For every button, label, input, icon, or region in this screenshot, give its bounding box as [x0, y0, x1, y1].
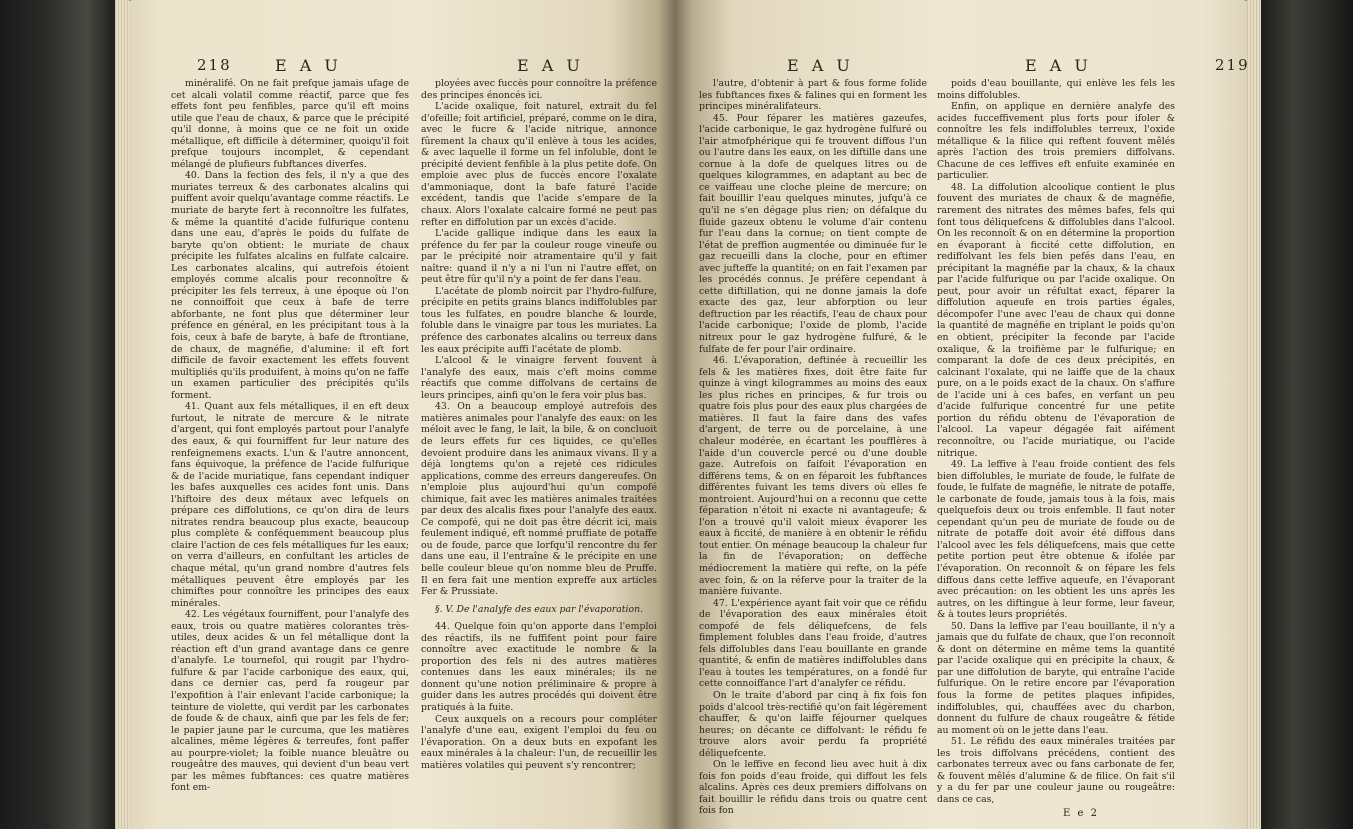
page-number: 218	[197, 56, 232, 74]
paragraph: 42. Les végétaux fourniffent, pour l'analyfe des eaux, trois ou quatre matières colorantes très-utiles, deux acides & un fel métallique dont la réaction eft d'un grand avantage dans ce genre d'analyfe. Le tournefol, qui rougit par l'hydro-fulfure & par l'acide carbonique des eaux, qui, dans ce dernier cas, perd fa rougeur par l'expofition à l'air enlevant l'acide carbonique; la teinture de violette, qui verdit par les carbonates de foude & de chaux, ainfi que par les fels de fer; le papier jaune par le curcuma, que les matières alcalines, même légères & terreufes, font paffer au pourpre-violet; la foible nuance bleuâtre ou rougeâtre des mauves, qui devient d'un beau vert par les mêmes fubftances: ces quatre matières font em-	[171, 609, 409, 794]
paragraph: 48. La diffolution alcoolique contient le plus fouvent des muriates de chaux & de magnéfie, rarement des nitrates des mêmes bafes, fels qui font tous déliquefcens & diffolubles dans l'alcool. On les reconnoît & on en détermine la proportion en évaporant à ficcité cette diffolution, en rediffolvant les fels bien pefés dans l'eau, en précipitant la magnéfie par la chaux, & la chaux par l'acide fulfurique ou par l'acide oxalique. On peut, pour avoir un réfultat exact, féparer la diffolution aqueufe en trois parties égales, décompofer l'une avec l'eau de chaux qui donne la quantité de magnéfie en triplant le poids qu'on en obtient, précipiter la feconde par l'acide oxalique, & la troifième par le fulfurique; en comparant la dofe de ces deux précipités, en calcinant l'oxalate, qui ne laiffe que de la chaux pure, on a le poids exact de la chaux. On s'affure de l'acide uni à ces bafes, en verfant un peu d'acide fulfurique concentré fur une petite portion du réfidu obtenu de l'évaporation de l'alcool. La vapeur dégagée fait aifément reconnoître, ou l'acide muriatique, ou l'acide nitrique.	[937, 181, 1175, 459]
running-head: E A U	[517, 56, 584, 75]
page-edge-left	[115, 0, 129, 829]
book-cover-left	[0, 0, 115, 829]
page-number: 219	[1215, 56, 1250, 74]
paragraph: L'acétate de plomb noircit par l'hydro-fulfure, précipite en petits grains blancs indiffolubles par tous les fulfates, en poudre blanche & lourde, foluble dans le vinaigre par tous les muriates. La préfence des carbonates alcalins ou terreux dans les eaux précipite auffi l'acétate de plomb.	[421, 285, 657, 355]
paragraph: l'autre, d'obtenir à part & fous forme folide les fubftances fixes & falines qui en forment les principes minéralifateurs.	[699, 78, 927, 113]
right-page	[675, 0, 1261, 829]
paragraph: 44. Quelque foin qu'on apporte dans l'emploi des réactifs, ils ne fuffifent point pour faire connoître avec exactitude le nombre & la proportion des fels ni des autres matières contenues dans les eaux minérales; ils ne donnent qu'une notion préliminaire & propre à guider dans les autres procédés qui doivent être pratiqués à la fuite.	[421, 621, 657, 713]
paragraph: 50. Dans la leffive par l'eau bouillante, il n'y a jamais que du fulfate de chaux, que l'on reconnoît & dont on détermine en même tems la quantité par l'acide oxalique qui en précipite la chaux, & par une diffolution de baryte, qui entraîne l'acide fulfurique. On le retire encore par l'évaporation fous la forme de petites plaques infipides, indiffolubles, qui, chauffées avec du charbon, donnent du fulfure de chaux rougeâtre & fétide au moment où on le jette dans l'eau.	[937, 620, 1175, 736]
paragraph: poids d'eau bouillante, qui enlève les fels les moins diffolubles.	[937, 78, 1175, 101]
paragraph: On le leffive en fecond lieu avec huit à dix fois fon poids d'eau froide, qui diffout les fels alcalins. Après ces deux premiers diffolvans on fait bouillir le réfidu dans trois ou quatre cent fois fon	[699, 759, 927, 817]
text-column-1	[171, 78, 409, 813]
paragraph: L'acide oxalique, foit naturel, extrait du fel d'ofeille; foit artificiel, préparé, comme on le dira, avec le fucre & l'acide nitrique, annonce fûrement la chaux qu'il enlève à tous les acides, & avec laquelle il forme un fel infoluble, dont le précipité devient fenfible à la plus petite dofe. On emploie avec plus de fuccès encore l'oxalate d'ammoniaque, dont la bafe faturé l'acide excédent, tandis que l'acide s'empare de la chaux. Alors l'oxalate calcaire formé ne peut pas refter en diffolution par un excès d'acide.	[421, 101, 657, 228]
paragraph: 51. Le réfidu des eaux minérales traitées par les trois diffolvans précédens, contient des carbonates terreux avec ou fans carbonate de fer, & fouvent mêlés d'alumine & de filice. On fait s'il y a du fer par une couleur jaune ou rougeâtre: dans ce cas,	[937, 736, 1175, 805]
paragraph: On le traite d'abord par cinq à fix fois fon poids d'alcool très-rectifié qu'on fait légèrement chauffer, & qu'on laiffe féjourner quelques heures; on décante ce diffolvant: le réfidu fe trouve alors avoir perdu fa propriété déliquefcente.	[699, 689, 927, 759]
paragraph: 46. L'évaporation, deftinée à recueillir les fels & les matières fixes, doit être faite fur quinze à vingt kilogrammes au moins des eaux les plus riches en principes, & fur trois ou quatre fois plus pour des eaux plus chargées de matières. Il faut la faire dans des vafes d'argent, de terre ou de porcelaine, à une chaleur modérée, en écartant les poufflères à l'aide d'un couvercle percé ou d'une double gaze. Autrefois on faifoit l'évaporation en différens tems, & on en féparoit les fubftances différentes fuivant les tems divers où elles fe montroient. Aujourd'hui on a reconnu que cette féparation n'étoit ni exacte ni avantageufe; & l'on a trouvé qu'il valoit mieux évaporer les eaux à ficcité, de manière à en obtenir le réfidu tout entier. On ménage beaucoup la chaleur fur la fin de l'évaporation; on deffèche médiocrement la matière qui refte, on la péfe avec foin, & on la réferve pour la traiter de la manière fuivante.	[699, 355, 927, 598]
section-heading: §. V. De l'analyfe des eaux par l'évaporation.	[434, 603, 644, 615]
left-page	[115, 0, 675, 829]
running-head: E A U	[275, 56, 342, 75]
paragraph: 43. On a beaucoup employé autrefois des matières animales pour l'analyfe des eaux: on les méloit avec le fang, le lait, la bile, & on concluoit de leurs effets fur ces liquides, ce qu'elles devoient produire dans les animaux vivans. Il y a déjà longtems qu'on a rejeté ces ridicules applications, comme des erreurs dangereufes. On n'emploie plus aujourd'hui qu'un compofé chimique, fait avec les matières animales traitées par deux des alcalis fixes pour l'analyfe des eaux. Ce compofé, qui ne doit pas être décrit ici, mais feulement indiqué, eft nommé pruffiate de potaffe ou de foude, parce que lorfqu'il rencontre du fer dans une eau, il l'entraîne & le précipite en une belle couleur bleue qu'on nomme bleu de Pruffe. Il en fera fait une mention expreffe aux articles Fer & Prussiate.	[421, 401, 657, 598]
paragraph: minéralifé. On ne fait prefque jamais ufage de cet alcali volatil comme réactif, parce que fes effets font peu fenfibles, parce qu'il eft moins utile que l'eau de chaux, & parce que le précipité qu'il donne, à moins que ce ne foit un oxide métallique, eft difficile à déterminer, quoiqu'il foit prefque toujours incomplet, & cependant mélangé de plufieurs fubftances diverfes.	[171, 78, 409, 170]
paragraph: L'acide gallique indique dans les eaux la préfence du fer par la couleur rouge vineufe ou par le précipité noir atramentaire qu'il y fait naître: quand il n'y a ni l'un ni l'autre effet, on peut être fûr qu'il n'y a point de fer dans l'eau.	[421, 228, 657, 286]
page-edge-right	[1247, 0, 1261, 829]
paragraph: 40. Dans la fection des fels, il n'y a que des muriates terreux & des carbonates alcalins qui puiffent avoir quelqu'avantage comme réactifs. Le muriate de baryte fert à reconnoître les fulfates, & même la quantité d'acide fulfurique contenu dans une eau, d'après le poids du fulfate de baryte qu'on obtient: le muriate de chaux précipite les fulfates alcalins en fulfate calcaire. Les carbonates alcalins, qui autrefois étoient employés comme alcalis pour reconnoître & précipiter les fels terreux, à une époque où l'on ne connoiffoit que ceux à bafe de terre abforbante, ne font plus que déterminer leur préfence en général, en les précipitant tous à la fois, ceux à bafe de baryte, à bafe de ftrontiane, de chaux, de magnéfie, d'alumine: il eft fort difficile de favoir exactement les effets fouvent multipliés qu'ils produifent, à moins qu'on ne faffe un examen particulier des précipités qu'ils forment.	[171, 170, 409, 401]
paragraph: Ceux auxquels on a recours pour compléter l'analyfe d'une eau, exigent l'emploi du feu ou l'évaporation. On a deux buts en expofant les eaux minérales à la chaleur: l'un, de recueillir les matières volatiles qui peuvent s'y rencontrer;	[421, 713, 657, 771]
paragraph: L'alcool & le vinaigre fervent fouvent à l'analyfe des eaux, mais c'eft moins comme réactifs que comme diffolvans de certains de leurs principes, ainfi qu'on le fera voir plus bas.	[421, 355, 657, 401]
text-column-2	[421, 78, 657, 813]
paragraph: ployées avec fuccès pour connoître la préfence des principes énoncés ici.	[421, 78, 657, 101]
paragraph: 45. Pour féparer les matières gazeufes, l'acide carbonique, le gaz hydrogène fulfuré ou l'air atmofphérique qui fe trouvent diffous l'un ou l'autre dans les eaux, on les diftille dans une cornue à la dofe de quelques litres ou de quelques kilogrammes, en adaptant au bec de ce vaiffeau une cloche pleine de mercure; on fait bouillir l'eau quelques minutes, jufqu'à ce qu'il ne s'en dégage plus rien; on défalque du fluide gazeux obtenu le volume d'air contenu fur l'eau dans la cornue; on tient compte de l'état de preffion augmentée ou diminuée fur le gaz recueilli dans la cloche, pour en eftimer avec jufteffe la quantité; on en fait l'examen par les procédés connus. Je préfère cependant à cette diftillation, qui ne donne jamais la dofe exacte des gaz, leur abforption ou leur deftruction par les réactifs, l'eau de chaux pour l'acide carbonique; l'oxide de plomb, l'acide nitreux pour le gaz hydrogène fulfuré, & le fulfate de fer pour l'air ordinaire.	[699, 112, 927, 355]
text-column-2	[937, 78, 1175, 805]
paragraph: Enfin, on applique en dernière analyfe des acides fucceffivement plus forts pour ifoler & connoître les fels indiffolubles terreux, l'oxide métallique & la filice qui reftent fouvent mêlés après l'action des trois premiers diffolvans. Chacune de ces leffives eft enfuite examinée en particulier.	[937, 101, 1175, 182]
signature-mark: E e 2	[1063, 808, 1099, 819]
paragraph: 49. La leffive à l'eau froide contient des fels bien diffolubles, le muriate de foude, le fulfate de foude, le fulfate de magnéfie, le nitrate de potaffe, le carbonate de foude, jamais tous à la fois, mais quelquefois deux ou trois enfemble. Il faut noter cependant qu'un peu de muriate de foude ou de nitrate de potaffe doit avoir été diffous dans l'alcool avec les fels déliquefcens, mais que cette petite portion peut être obtenue & ifolée par l'évaporation. On reconnoît & on fépare les fels diffous dans cette leffive aqueufe, en l'évaporant avec précaution: on les obtient les uns après les autres, on les diftingue à leur forme, leur faveur, & à toutes leurs propriétés.	[937, 459, 1175, 621]
running-head: E A U	[787, 56, 854, 75]
book-cover-right	[1261, 0, 1353, 829]
paragraph: 47. L'expérience ayant fait voir que ce réfidu de l'évaporation des eaux minérales étoit compofé de fels déliquefcens, de fels fimplement folubles dans l'eau froide, d'autres fels diffolubles dans l'eau bouillante en grande quantité, & enfin de matières indiffolubles dans l'eau à toutes les températures, on a fondé fur cette connoiffance l'art d'analyfer ce réfidu.	[699, 597, 927, 690]
text-column-1	[699, 78, 927, 817]
paragraph: 41. Quant aux fels métalliques, il en eft deux furtout, le nitrate de mercure & le nitrate d'argent, qui font employés partout pour l'analyfe des eaux, & qui fourniffent fur leur nature des renfeignemens exacts. L'un & l'autre annoncent, fans équivoque, la préfence de l'acide fulfurique & de l'acide muriatique, fans cependant indiquer les bafes auxquelles ces acides font unis. Dans l'hiftoire des deux métaux avec lefquels on prépare ces diffolutions, ce qu'on dira de leurs nitrates rendra beaucoup plus exacte, beaucoup plus complète & conféquemment beaucoup plus claire l'action de ces fels métalliques fur les eaux; on verra d'ailleurs, en confultant les articles de chaque métal, qu'un grand nombre d'autres fels métalliques peuvent être employés par les chimiftes pour connoître les principes des eaux minérales.	[171, 401, 409, 609]
running-head: E A U	[1025, 56, 1092, 75]
